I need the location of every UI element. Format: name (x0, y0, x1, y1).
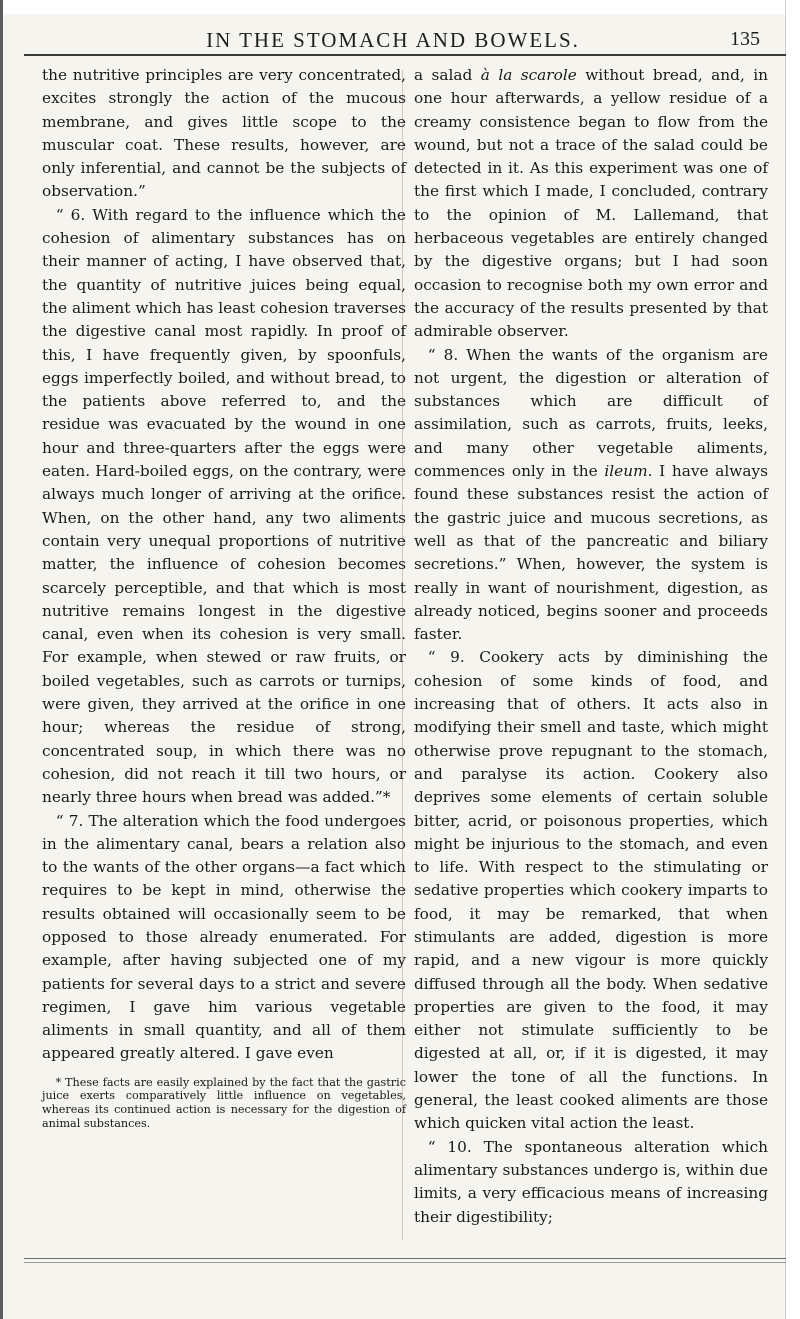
bottom-rule-secondary (24, 1262, 786, 1263)
right-column (414, 64, 768, 1244)
paragraph: the nutritive principles are very concentrated, excites strongly the action of the mucous membrane, and gives little scope to the muscular coat. These results, however, are only inferential, and cannot be the subjects of observation.” (42, 66, 406, 201)
paragraph-section-8 (414, 344, 768, 647)
page-number: 135 (730, 28, 760, 50)
text-run: “ 8. When the wants of the organism are not urgent, the digestion or alteration of substances which are difficult of assimilation, such as carrots, fruits, leeks, and many other vegetable aliments, commences only in the (414, 345, 768, 481)
paragraph-section-6: “ 6. With regard to the influence which the cohesion of alimentary substances has on their manner of acting, I have observed that, the quantity of nutritive juices being equal, the aliment which has least cohesion traverses the digestive canal most rapidly. In proof of this, I have frequently given, by spoonfuls, eggs imperfectly boiled, and without bread, to the patients above referred to, and the residue was evacuated by the wound in one hour and three-quarters after the eggs were eaten. Hard-boiled eggs, on the contrary, were always much longer of arriving at the orifice. When, on the other hand, any two aliments contain very unequal proportions of nutritive matter, the influence of cohesion becomes scarcely perceptible, and that which is most nutritive remains longest in the digestive canal, even when its cohesion is very small. For example, when stewed or raw fruits, or boiled vegetables, such as carrots or turnips, were given, they arrived at the orifice in one hour; whereas the residue of strong, concentrated soup, in which there was no cohesion, did not reach it till two hours, or nearly three hours when bread was added.”* (42, 205, 406, 807)
bottom-rule (24, 1258, 786, 1259)
page-binding-edge (0, 0, 3, 1319)
text-run: without bread, and, in one hour afterwards, a yellow residue of a creamy consistence began to flow from the wound, but not a trace of the salad could be detected in it. As this experiment was one of the first which I made, I concluded, contrary to the opinion of M. Lallemand, that herbaceous vegetables are entirely changed by the digestive organs; but I had soon occasion to recognise both my own error and the accuracy of the results presented by that admirable observer. (414, 66, 768, 341)
italic-term: ileum (604, 462, 648, 481)
page-right-margin (785, 0, 800, 1319)
paragraph-section-10: “ 10. The spontaneous alteration which alimentary substances undergo is, within due limits, a very efficacious means of increasing their digestibility; (414, 1137, 768, 1226)
text-run: . I have always found these substances resist the action of the gastric juice and mucous secretions, as well as that of the pancreatic and biliary secretions.” When, however, the system is really in want of nourishment, digestion, as already noticed, begins sooner and proceeds faster. (414, 462, 768, 644)
text-run: a salad (414, 66, 481, 84)
running-head: IN THE STOMACH AND BOWELS. (206, 28, 580, 52)
left-column (42, 64, 406, 1244)
page-top-margin (0, 0, 800, 14)
footnote: * These facts are easily explained by the fact that the gastric juice exerts comparatively little influence on vegetables, whereas its continued action is necessary for the digestion of animal substances. (42, 1075, 406, 1130)
paragraph-section-7: “ 7. The alteration which the food undergoes in the alimentary canal, bears a relation also to the wants of the other organs—a fact which requires to be kept in mind, otherwise the results obtained will occasionally seem to be opposed to those already enumerated. For example, after having subjected one of my patients for several days to a strict and severe regimen, I gave him various vegetable aliments in small quantity, and all of them appeared greatly altered. I gave even (42, 811, 406, 1063)
header-rule (24, 54, 786, 56)
italic-term: à la scarole (480, 66, 577, 84)
paragraph-section-9: “ 9. Cookery acts by diminishing the cohesion of some kinds of food, and increasing that of others. It acts also in modifying their smell and taste, which might otherwise prove repugnant to the stomach, and paralyse its action. Cookery also deprives some elements of certain soluble bitter, acrid, or poisonous properties, which might be injurious to the stomach, and even to life. With respect to the stimulating or sedative properties which cookery imparts to food, it may be remarked, that when stimulants are added, digestion is more rapid, and a new vigour is more quickly diffused through all the body. When sedative properties are given to the food, it may either not stimulate sufficiently to be digested at all, or, if it is digested, it may lower the tone of all the functions. In general, the least cooked aliments are those which quicken vital action the least. (414, 648, 768, 1133)
paragraph (414, 64, 768, 344)
